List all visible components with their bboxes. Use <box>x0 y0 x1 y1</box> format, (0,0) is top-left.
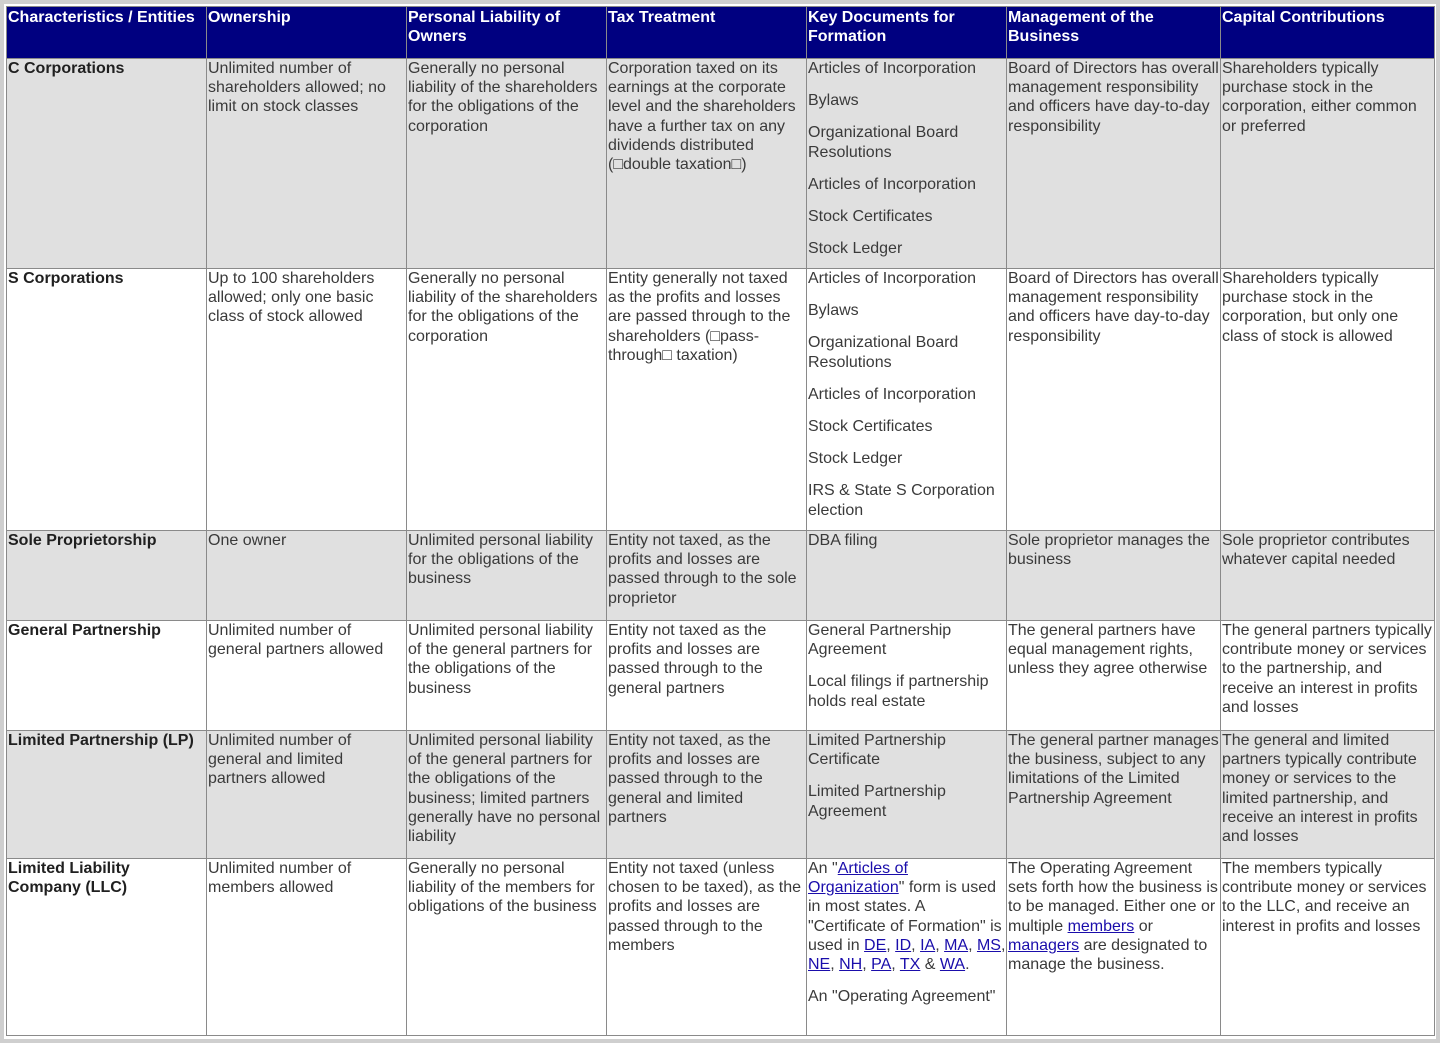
ownership-cell: Up to 100 shareholders allowed; only one basic class of stock allowed <box>207 269 407 531</box>
document-item: Articles of Incorporation <box>808 175 977 193</box>
document-item: Bylaws <box>808 92 859 110</box>
state-link-ma[interactable]: MA <box>944 936 969 954</box>
management-cell: Board of Directors has overall management responsibility and officers have day-to-day responsibility <box>1007 269 1221 531</box>
table-row-llc <box>7 859 1435 1036</box>
capital-cell: The general partners typically contribute money or services to the partnership, and receive an interest in profits and losses <box>1221 621 1435 731</box>
table-row-s-corp <box>7 269 1435 531</box>
state-link-id[interactable]: ID <box>895 936 912 954</box>
state-link-nh[interactable]: NH <box>839 956 863 974</box>
state-link-ne[interactable]: NE <box>808 956 831 974</box>
entity-comparison-table <box>6 6 1435 1036</box>
state-link-ms[interactable]: MS <box>976 936 1001 954</box>
tax-cell: Entity not taxed, as the profits and losses are passed through to the general and limited partners <box>607 731 807 859</box>
document-item: Limited Partnership Certificate <box>808 732 946 769</box>
liability-cell: Generally no personal liability of the members for obligations of the business <box>407 859 607 1036</box>
managers-link[interactable]: managers <box>1008 936 1080 954</box>
document-item: Stock Certificates <box>808 208 933 226</box>
tax-cell: Entity not taxed as the profits and losses are passed through to the general partners <box>607 621 807 731</box>
management-cell: Board of Directors has overall management responsibility and officers have day-to-day responsibility <box>1007 59 1221 269</box>
ownership-cell: Unlimited number of shareholders allowed; no limit on stock classes <box>207 59 407 269</box>
liability-cell: Generally no personal liability of the shareholders for the obligations of the corporation <box>407 59 607 269</box>
documents-cell <box>807 531 1007 621</box>
entity-name: Sole Proprietorship <box>7 531 207 621</box>
entity-name: Limited Liability Company (LLC) <box>7 859 207 1036</box>
ownership-cell: One owner <box>207 531 407 621</box>
documents-cell <box>807 859 1007 1036</box>
ownership-cell: Unlimited number of general partners allowed <box>207 621 407 731</box>
table-row-c-corp <box>7 59 1435 269</box>
document-item: Limited Partnership Agreement <box>808 783 946 820</box>
management-cell: Sole proprietor manages the business <box>1007 531 1221 621</box>
document-item: Organizational Board Resolutions <box>808 124 959 161</box>
documents-cell <box>807 731 1007 859</box>
tax-cell: Entity not taxed, as the profits and losses are passed through to the sole proprietor <box>607 531 807 621</box>
documents-cell <box>807 269 1007 531</box>
header-management: Management of the Business <box>1007 7 1221 59</box>
state-link-wa[interactable]: WA <box>939 956 966 974</box>
document-item: General Partnership Agreement <box>808 622 952 659</box>
entity-name: General Partnership <box>7 621 207 731</box>
members-link[interactable]: members <box>1067 917 1135 935</box>
documents-cell <box>807 621 1007 731</box>
document-item: Local filings if partnership holds real estate <box>808 673 989 710</box>
state-link-tx[interactable]: TX <box>899 956 921 974</box>
header-row <box>7 7 1435 59</box>
liability-cell: Generally no personal liability of the shareholders for the obligations of the corporation <box>407 269 607 531</box>
document-item: Articles of Incorporation <box>808 270 977 287</box>
tax-cell: Entity not taxed (unless chosen to be taxed), as the profits and losses are passed through to the members <box>607 859 807 1036</box>
document-item: Stock Ledger <box>808 240 903 258</box>
liability-cell: Unlimited personal liability of the general partners for the obligations of the business; limited partners generally have no personal liability <box>407 731 607 859</box>
document-item: Articles of Incorporation <box>808 385 977 403</box>
liability-cell: Unlimited personal liability of the general partners for the obligations of the business <box>407 621 607 731</box>
header-liability: Personal Liability of Owners <box>407 7 607 59</box>
document-item: Stock Ledger <box>808 450 903 468</box>
document-item: Articles of Incorporation <box>808 60 977 77</box>
document-item: IRS & State S Corporation election <box>808 482 995 519</box>
capital-cell: Sole proprietor contributes whatever capital needed <box>1221 531 1435 621</box>
articles-of-organization-link[interactable]: Articles of Organization <box>808 860 908 897</box>
header-documents: Key Documents for Formation <box>807 7 1007 59</box>
ownership-cell: Unlimited number of members allowed <box>207 859 407 1036</box>
document-item: DBA filing <box>808 532 878 549</box>
table-row-sole-proprietorship <box>7 531 1435 621</box>
llc-formation-document: An "Articles of Organization" form is used in most states. A "Certificate of Formation" is used in DE, ID, IA, MA, MS, NE, NH, PA, TX & WA. <box>808 860 1006 974</box>
entity-name: C Corporations <box>7 59 207 269</box>
capital-cell: Shareholders typically purchase stock in the corporation, either common or preferred <box>1221 59 1435 269</box>
ownership-cell: Unlimited number of general and limited partners allowed <box>207 731 407 859</box>
entity-name: S Corporations <box>7 269 207 531</box>
document-item: Organizational Board Resolutions <box>808 334 959 371</box>
state-link-pa[interactable]: PA <box>871 956 892 974</box>
capital-cell: The general and limited partners typically contribute money or services to the limited partnership, and receive an interest in profits and losses <box>1221 731 1435 859</box>
state-link-de[interactable]: DE <box>864 936 887 954</box>
tax-cell: Corporation taxed on its earnings at the corporate level and the shareholders have a further tax on any dividends distributed (□double taxation□) <box>607 59 807 269</box>
table-row-limited-partnership <box>7 731 1435 859</box>
management-cell: The general partners have equal management rights, unless they agree otherwise <box>1007 621 1221 731</box>
header-tax: Tax Treatment <box>607 7 807 59</box>
entity-name: Limited Partnership (LP) <box>7 731 207 859</box>
document-item: Stock Certificates <box>808 418 933 436</box>
capital-cell: Shareholders typically purchase stock in the corporation, but only one class of stock is allowed <box>1221 269 1435 531</box>
header-capital: Capital Contributions <box>1221 7 1435 59</box>
management-cell: The Operating Agreement sets forth how the business is to be managed. Either one or multiple members or managers are designated to manage the business. <box>1007 859 1221 1036</box>
header-ownership: Ownership <box>207 7 407 59</box>
documents-cell <box>807 59 1007 269</box>
capital-cell: The members typically contribute money or services to the LLC, and receive an interest in profits and losses <box>1221 859 1435 1036</box>
page-frame <box>4 4 1436 1039</box>
header-entities: Characteristics / Entities <box>7 7 207 59</box>
liability-cell: Unlimited personal liability for the obligations of the business <box>407 531 607 621</box>
management-cell: The general partner manages the business, subject to any limitations of the Limited Partnership Agreement <box>1007 731 1221 859</box>
tax-cell: Entity generally not taxed as the profits and losses are passed through to the shareholders (□pass-through□ taxation) <box>607 269 807 531</box>
table-row-general-partnership <box>7 621 1435 731</box>
document-item: An "Operating Agreement" <box>808 988 996 1006</box>
document-item: Bylaws <box>808 302 859 320</box>
state-link-ia[interactable]: IA <box>920 936 936 954</box>
